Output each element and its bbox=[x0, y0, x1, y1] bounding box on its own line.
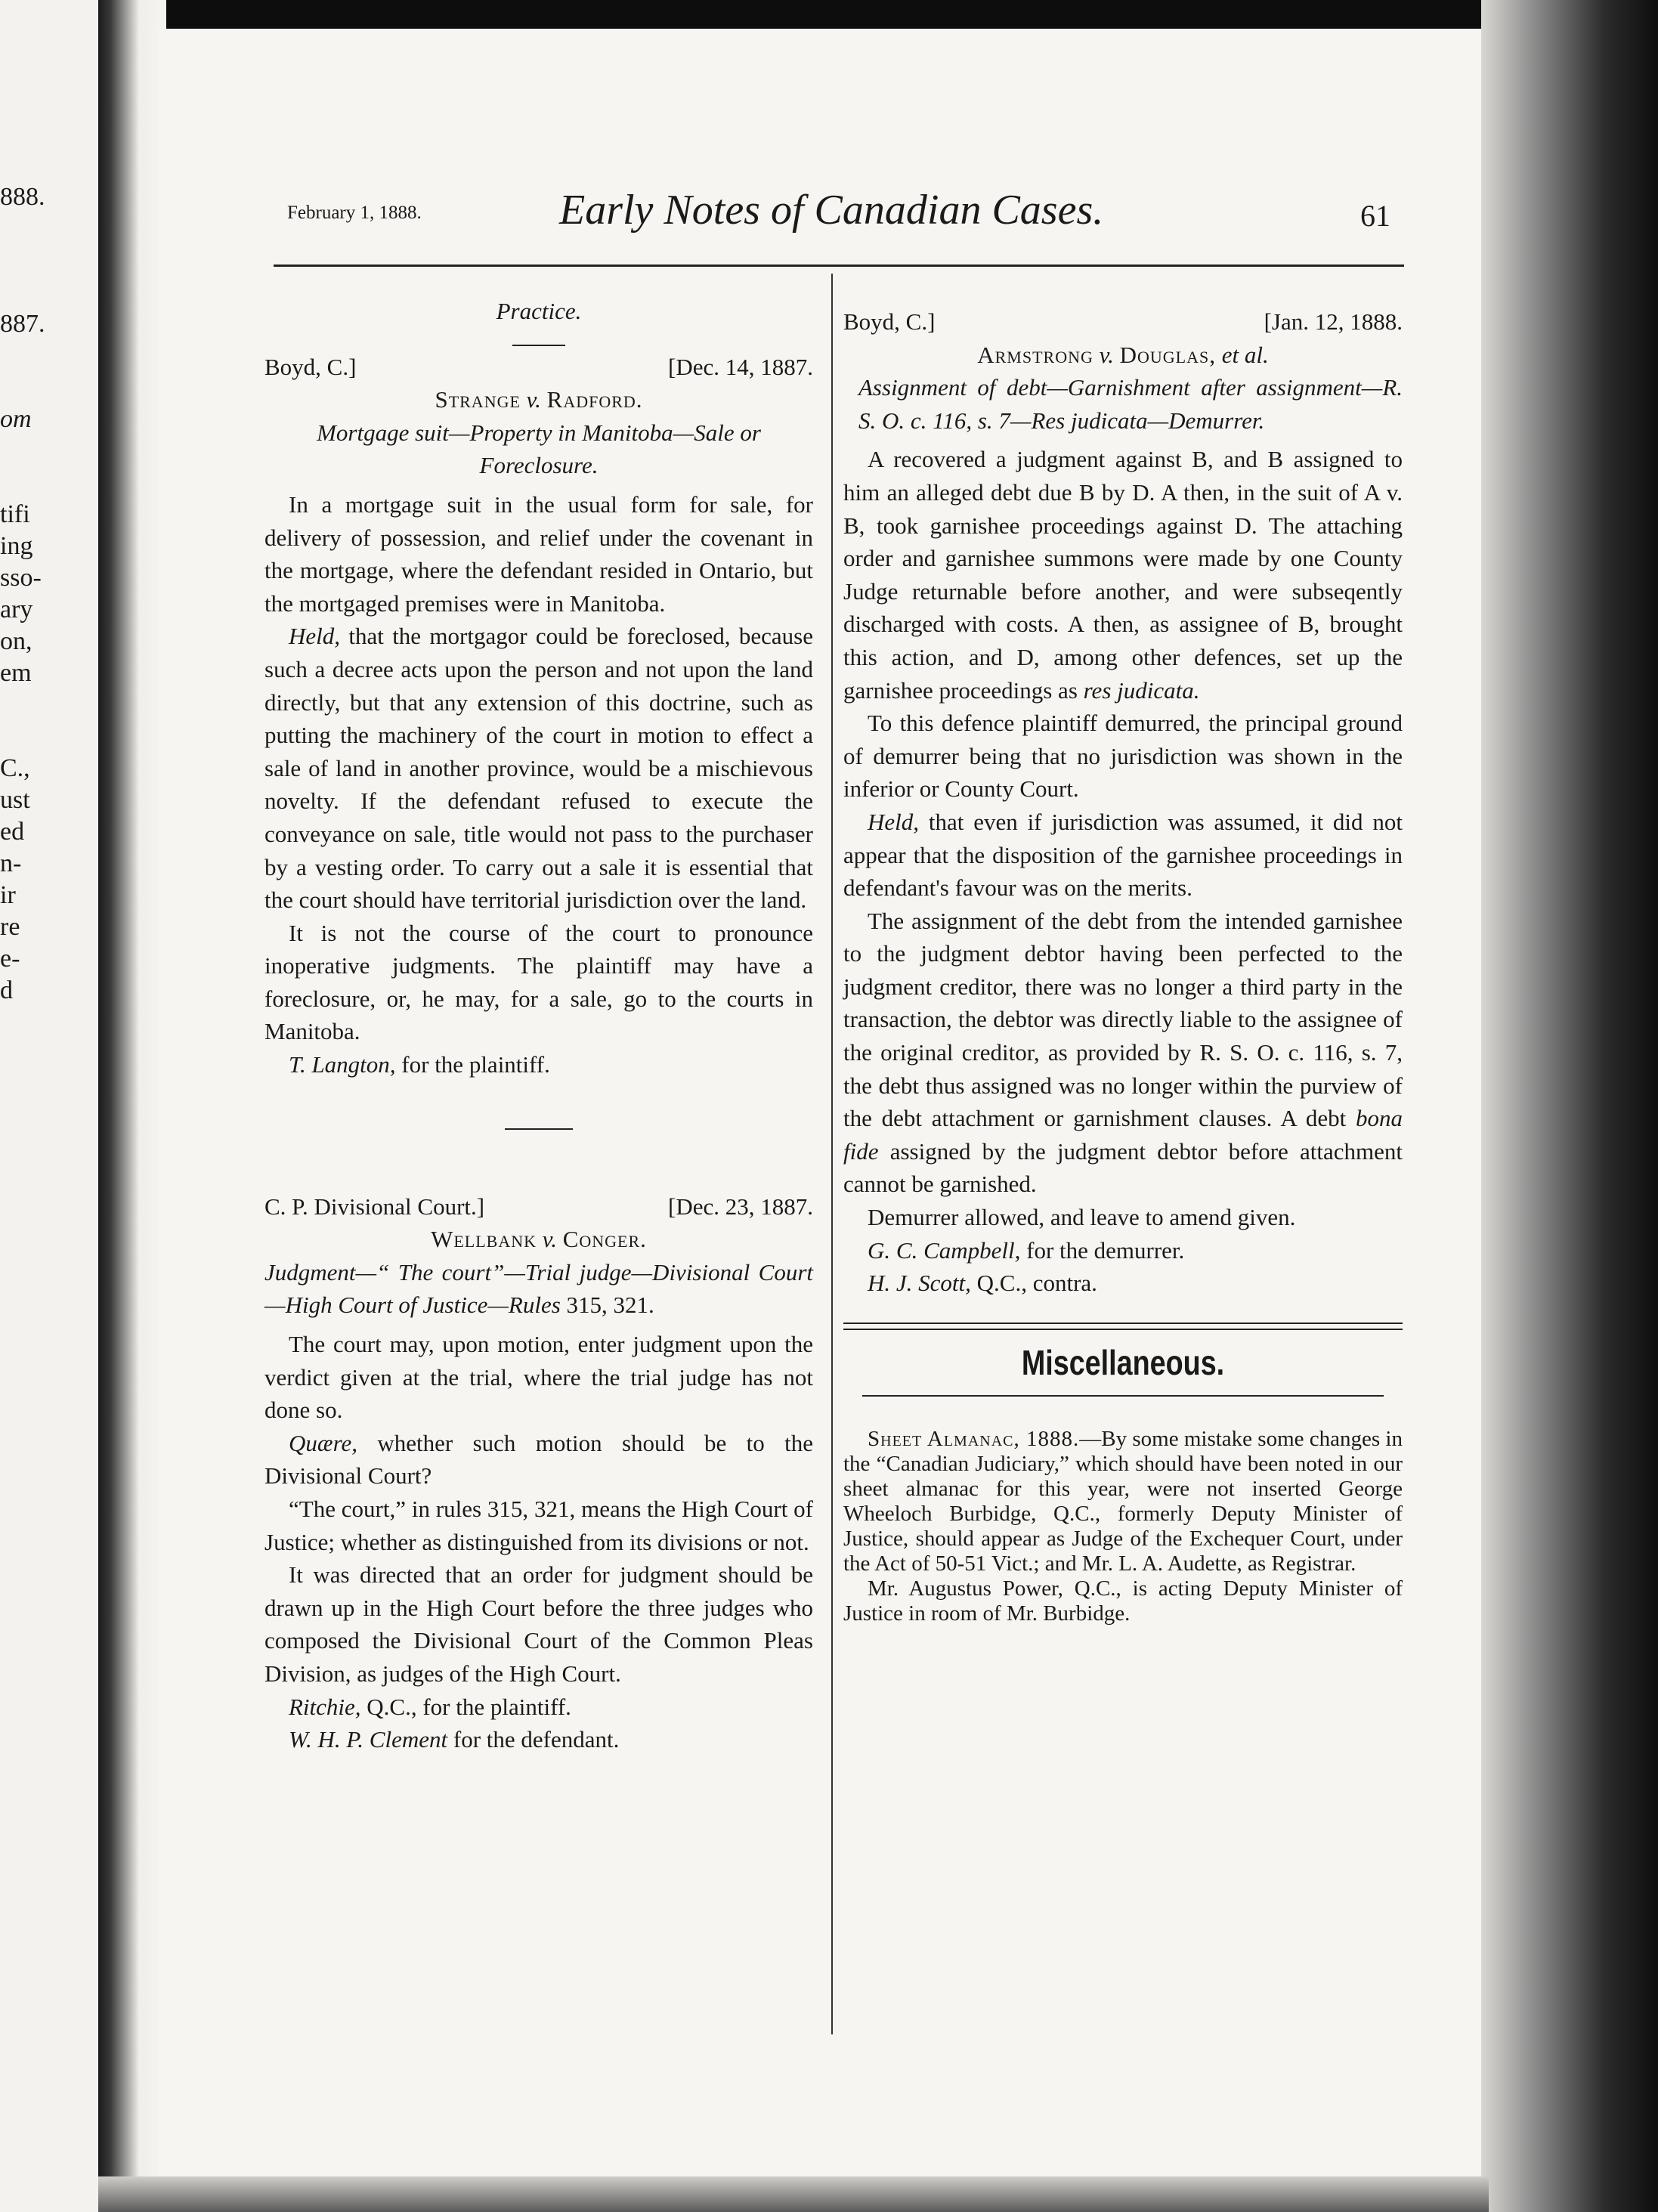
case-paragraph: It was directed that an order for judgment should be drawn up in the High Court before the three judges who composed the Divisional Court of the Common Pleas Division, as judges of the High Court. bbox=[264, 1561, 813, 1687]
case-paragraph: Held, that the mortgagor could be foreclosed, because such a decree acts upon the person and not upon the land directly, but that any extension of this doctrine, such as putting the machinery of the court in motion to effect a sale of land in another province, would be a mischievous novelty. If the defendant refused to execute the conveyance on sale, title would not pass to the purchaser by a vesting order. To carry out a sale it is essential that the court should have territorial jurisdiction over the land. bbox=[264, 623, 813, 914]
counsel-line: W. H. P. Clement for the defendant. bbox=[289, 1726, 620, 1753]
facing-page-fragments bbox=[0, 181, 98, 1007]
case-paragraph: Quære, whether such motion should be to the Divisional Court? bbox=[264, 1429, 813, 1490]
section-double-rule bbox=[843, 1323, 1403, 1330]
misc-paragraph: Mr. Augustus Power, Q.C., is acting Deputy Minister of Justice in room of Mr. Burbidge. bbox=[843, 1576, 1403, 1626]
case-date: [Dec. 14, 1887. bbox=[668, 353, 813, 380]
left-column bbox=[264, 295, 813, 1756]
facing-fragment: ary bbox=[0, 596, 33, 623]
case-header bbox=[264, 351, 813, 384]
issue-date: February 1, 1888. bbox=[287, 203, 422, 223]
facing-fragment bbox=[0, 245, 98, 277]
miscellaneous-rule bbox=[862, 1395, 1384, 1397]
facing-fragment: tifi bbox=[0, 500, 30, 528]
case-paragraph: The assignment of the debt from the intended garnishee to the judgment debtor having been perfected to the judgment creditor, there was no longer a third party in the transaction, the debtor was directly liable to the assignee of the original creditor, as provided by R. S. O. c. 116, s. 7, the debt thus assigned was no longer within the purview of the debt attachment or garnishment clauses. A debt bona fide assigned by the judgment debtor before attachment cannot be garnished. bbox=[843, 907, 1403, 1198]
facing-fragment: re bbox=[0, 913, 20, 941]
facing-fragment bbox=[0, 340, 98, 372]
counsel-line: G. C. Campbell, for the demurrer. bbox=[868, 1236, 1185, 1264]
case-paragraph: The court may, upon motion, enter judgment upon the verdict given at the trial, where the trial judge has not done so. bbox=[264, 1331, 813, 1424]
misc-paragraph: Sheet Almanac, 1888.—By some mistake some changes in the “Canadian Judiciary,” which should have been noted in our sheet almanac for this year, were not inserted George Wheeloch Burbidge, Q.C., formerly Deputy Minister of Justice, should appear as Judge of the Exchequer Court, under the Act of 50-51 Vict.; and Mr. L. A. Audette, as Registrar. bbox=[843, 1426, 1403, 1576]
facing-fragment: C., bbox=[0, 754, 30, 782]
page-number: 61 bbox=[1360, 199, 1390, 233]
header-rule bbox=[274, 265, 1404, 267]
facing-fragment: ust bbox=[0, 786, 30, 814]
section-heading: Practice. bbox=[496, 298, 582, 324]
case-court: C. P. Divisional Court.] bbox=[264, 1193, 485, 1220]
facing-fragment: ir bbox=[0, 881, 16, 909]
page-edge-bottom bbox=[98, 2176, 1489, 2212]
facing-fragment: em bbox=[0, 659, 32, 687]
facing-page-strip bbox=[0, 0, 98, 2212]
case-headnote: Mortgage suit—Property in Manitoba—Sale or Foreclosure. bbox=[317, 419, 761, 479]
facing-fragment bbox=[0, 372, 98, 404]
column-divider bbox=[831, 274, 833, 2034]
facing-fragment bbox=[0, 277, 98, 308]
facing-fragment: e- bbox=[0, 945, 20, 973]
facing-fragment: n- bbox=[0, 849, 22, 877]
facing-fragment: ed bbox=[0, 818, 25, 846]
book-gutter bbox=[98, 0, 166, 2212]
case-title: Armstrong v. Douglas, et al. bbox=[977, 341, 1269, 368]
case-paragraph: Held, that even if jurisdiction was assumed, it did not appear that the disposition of the garnishee proceedings in defendant's favour was on the merits. bbox=[843, 808, 1403, 902]
facing-fragment: d bbox=[0, 976, 13, 1004]
case-title: Wellbank v. Conger. bbox=[431, 1226, 647, 1253]
counsel-line: T. Langton, for the plaintiff. bbox=[289, 1051, 550, 1078]
case-date: [Jan. 12, 1888. bbox=[1264, 308, 1403, 335]
facing-fragment: 887. bbox=[0, 310, 45, 338]
case-paragraph: It is not the course of the court to pronounce inoperative judgments. The plaintiff may have a foreclosure, or, he may, for a sale, go to the courts in Manitoba. bbox=[264, 919, 813, 1045]
case-court: Boyd, C.] bbox=[843, 308, 936, 335]
right-column bbox=[843, 305, 1403, 1626]
counsel-line: H. J. Scott, Q.C., contra. bbox=[868, 1270, 1097, 1297]
case-court: Boyd, C.] bbox=[264, 353, 357, 380]
miscellaneous-heading: Miscellaneous. bbox=[1021, 1342, 1225, 1382]
facing-fragment bbox=[0, 721, 98, 753]
case-date: [Dec. 23, 1887. bbox=[668, 1193, 813, 1220]
running-title: Early Notes of Canadian Cases. bbox=[559, 187, 1104, 234]
facing-fragment bbox=[0, 213, 98, 245]
case-header bbox=[264, 1190, 813, 1224]
facing-fragment: sso- bbox=[0, 564, 42, 592]
case-paragraph: To this defence plaintiff demurred, the principal ground of demurrer being that no jurisdiction was shown in the inferior or County Court. bbox=[843, 710, 1403, 803]
section-rule bbox=[512, 345, 565, 346]
page-edge-right bbox=[1481, 0, 1658, 2212]
case-headnote: Assignment of debt—Garnishment after assignment—R. S. O. c. 116, s. 7—Res judicata—Demurrer. bbox=[858, 374, 1403, 434]
case-paragraph: In a mortgage suit in the usual form for sale, for delivery of possession, and relief under the covenant in the mortgage, where the defendant resided in Ontario, but the mortgaged premises were in Manitoba. bbox=[264, 490, 813, 617]
facing-fragment bbox=[0, 435, 98, 467]
facing-fragment bbox=[0, 689, 98, 721]
facing-fragment: 888. bbox=[0, 183, 45, 211]
facing-fragment bbox=[0, 467, 98, 499]
scan-border-top bbox=[0, 0, 1658, 29]
case-separator bbox=[505, 1128, 573, 1130]
case-paragraph: “The court,” in rules 315, 321, means the High Court of Justice; whether as distinguished from its divisions or not. bbox=[264, 1496, 813, 1555]
facing-fragment: on, bbox=[0, 627, 32, 655]
counsel-line: Ritchie, Q.C., for the plaintiff. bbox=[289, 1693, 571, 1720]
case-paragraph: Demurrer allowed, and leave to amend given. bbox=[868, 1204, 1296, 1231]
case-title: Strange v. Radford. bbox=[435, 386, 643, 413]
facing-fragment: ing bbox=[0, 532, 33, 560]
facing-fragment: om bbox=[0, 405, 32, 433]
case-paragraph: A recovered a judgment against B, and B assigned to him an alleged debt due B by D. A then, in the suit of A v. B, took garnishee proceedings against D. The attaching order and garnishee summons were made by one County Judge returnable before another, and were subseqently discharged with costs. A then, as assignee of B, brought this action, and D, among other defences, set up the garnishee proceedings as res judicata. bbox=[843, 446, 1403, 704]
case-headnote: Judgment—“ The court”—Trial judge—Divisional Court—High Court of Justice—Rules 315, 321. bbox=[264, 1258, 813, 1319]
case-header bbox=[843, 305, 1403, 339]
